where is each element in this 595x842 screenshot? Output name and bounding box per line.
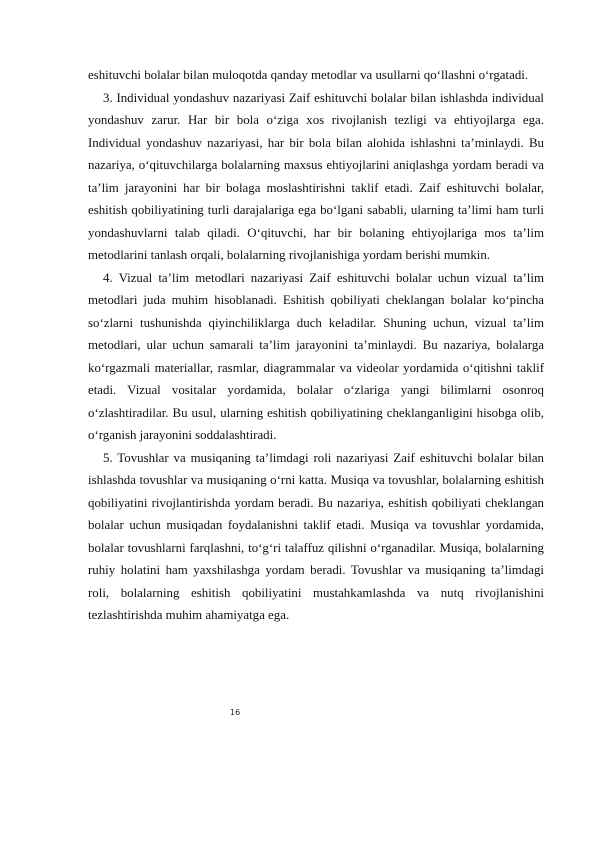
paragraph-individual-approach: 3. Individual yondashuv nazariyasi Zaif eshituvchi bolalar bilan ishlashda individual yondashuv zarur. Har bir bola o‘ziga xos rivojlanish tezligi va ehtiyojlarga ega. Individual yondashuv nazariyasi, har bir bola bilan alohida ishlashni ta’minlaydi. Bu nazariya, o‘qituvchilarga bolalarning maxsus ehtiyojlarini aniqlashga yordam beradi va ta’lim jarayonini har bir bolaga moslashtirishni taklif etadi. Zaif eshituvchi bolalar, eshitish qobiliyatining turli darajalariga ega bo‘lgani sababli, ularning ta’limi ham turli yondashuvlarni talab qiladi. O‘qituvchi, har bir bolaning ehtiyojlariga mos ta’lim metodlarini tanlash orqali, bolalarning rivojlanishiga yordam berishi mumkin. (88, 90, 544, 262)
page-number: 16 (230, 708, 241, 717)
paragraph-visual-methods: 4. Vizual ta’lim metodlari nazariyasi Zaif eshituvchi bolalar uchun vizual ta’lim metodlari juda muhim hisoblanadi. Eshitish qobiliyati cheklangan bolalar ko‘pincha so‘zlarni tushunishda qiyinchiliklarga duch keladilar. Shuning uchun, vizual ta’lim metodlari, ular uchun samarali ta’lim jarayonini ta’minlaydi. Bu nazariya, bolalarga ko‘rgazmali materiallar, rasmlar, diagrammalar va videolar yordamida o‘qitishni taklif etadi. Vizual vositalar yordamida, bolalar o‘zlariga yangi bilimlarni osonroq o‘zlashtiradilar. Bu usul, ularning eshitish qobiliyatining cheklanganligini hisobga olib, o‘rganish jarayonini soddalashtiradi. (88, 270, 544, 442)
paragraph-sounds-music: 5. Tovushlar va musiqaning ta’limdagi roli nazariyasi Zaif eshituvchi bolalar bilan ishlashda tovushlar va musiqaning o‘rni katta. Musiqa va tovushlar, bolalarning eshitish qobiliyatini rivojlantirishda yordam beradi. Bu nazariya, eshitish qobiliyati cheklangan bolalar uchun musiqadan foydalanishni taklif etadi. Musiqa va tovushlar yordamida, bolalar tovushlarni farqlashni, to‘g‘ri talaffuz qilishni o‘rganadilar. Musiqa, bolalarning ruhiy holatini ham yaxshilashga yordam beradi. Tovushlar va musiqaning ta’limdagi roli, bolalarning eshitish qobiliyatini mustahkamlashda va nutq rivojlanishini tezlashtirishda muhim ahamiyatga ega. (88, 450, 544, 622)
document-page (88, 64, 544, 627)
paragraph-continuation: eshituvchi bolalar bilan muloqotda qanday metodlar va usullarni qo‘llashni o‘rgatadi. (88, 68, 529, 82)
